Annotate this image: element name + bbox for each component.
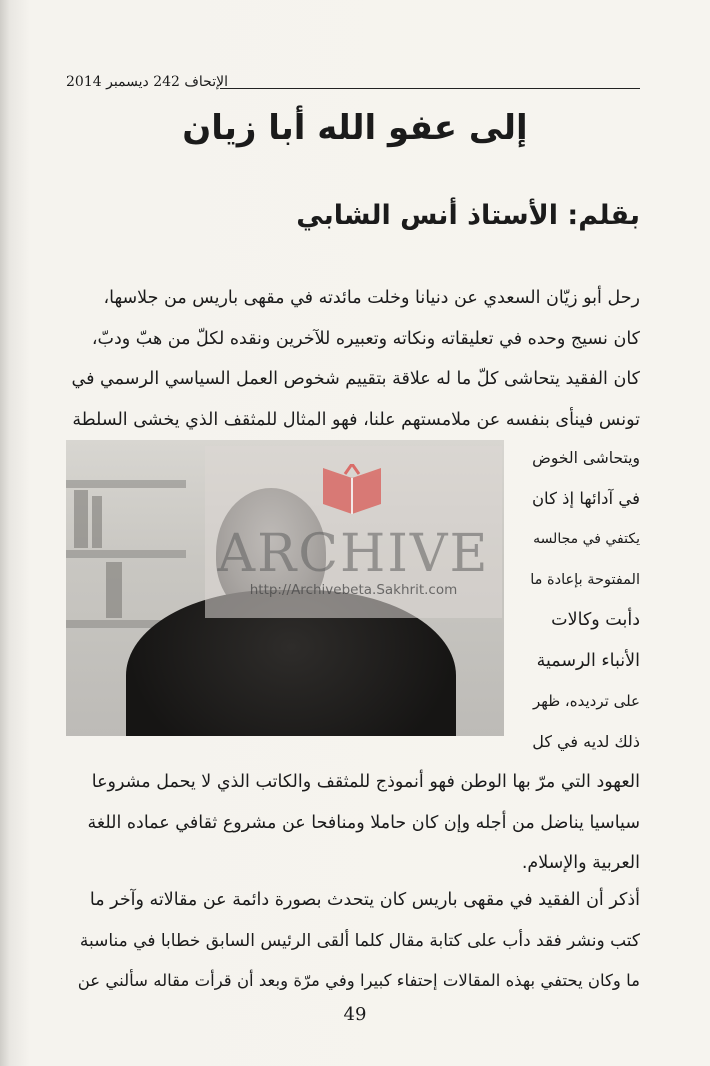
text-line: ما وكان يحتفي بهذه المقالات إحتفاء كبيرا وفي مرّة وبعد أن قرأت مقاله سألني عن xyxy=(77,971,640,990)
running-head-label: الإتحاف 242 ديسمبر 2014 xyxy=(66,74,228,90)
text-line: كان الفقيد يتحاشى كلّ ما له علاقة بتقييم شخوص العمل السياسي الرسمي في xyxy=(71,369,640,389)
text-line: كتب ونشر فقد دأب على كتابة مقال كلما ألقى الرئيس السابق خطابا في مناسبة xyxy=(79,930,640,951)
photo-book xyxy=(74,490,88,548)
photo-book xyxy=(92,496,102,548)
article-byline: بقلم: الأستاذ أنس الشابي xyxy=(296,200,640,231)
text-line: الأنباء الرسمية xyxy=(536,650,640,671)
text-line: في آدائها إذ كان xyxy=(531,488,640,508)
watermark-url: http://Archivebeta.Sakhrit.com xyxy=(249,582,458,598)
paragraph-2 xyxy=(70,880,640,1002)
text-line: المفتوحة بإعادة ما xyxy=(530,571,640,588)
paragraph-1-side-column xyxy=(530,438,640,762)
text-line: كان نسيج وحده في تعليقاته ونكاته وتعبيره للآخرين ونقده لكلّ من هبّ ودبّ، xyxy=(91,328,640,349)
page-number: 49 xyxy=(343,1004,367,1025)
text-line: على ترديده، ظهر xyxy=(533,692,640,710)
text-line: ويتحاشى الخوض xyxy=(532,449,640,467)
running-head xyxy=(66,74,640,94)
paragraph-1-continuation xyxy=(70,762,640,884)
watermark-text: ARCHIVE xyxy=(217,524,490,584)
header-rule xyxy=(220,88,640,89)
photo-shelf xyxy=(66,480,186,488)
text-line: العربية والإسلام. xyxy=(521,853,640,873)
paragraph-1-full-lines xyxy=(70,278,640,440)
text-line: ذلك لديه في كل xyxy=(532,731,640,751)
archive-watermark xyxy=(205,446,502,618)
article-title: إلى عفو الله أبا زيان xyxy=(182,108,528,148)
text-line: العهود التي مرّ بها الوطن فهو أنموذج للمثقف والكاتب الذي لا يحمل مشروعا xyxy=(91,772,640,792)
photo-book xyxy=(106,562,122,618)
text-line: يكتفي في مجالسه xyxy=(533,531,640,547)
photo-shelf xyxy=(66,550,186,558)
text-line: أذكر أن الفقيد في مقهى باريس كان يتحدث بصورة دائمة عن مقالاته وآخر ما xyxy=(89,890,640,910)
text-line: تونس فينأى بنفسه عن ملامستهم علنا، فهو المثال للمثقف الذي يخشى السلطة xyxy=(72,409,640,430)
text-line: دأبت وكالات xyxy=(551,610,640,630)
text-line: رحل أبو زيّان السعدي عن دنيانا وخلت مائدته في مقهى باريس من جلاسها، xyxy=(103,288,640,308)
text-line: سياسيا يناضل من أجله وإن كان حاملا ومنافحا عن مشروع ثقافي عماده اللغة xyxy=(87,812,640,833)
open-book-logo-icon xyxy=(317,464,387,520)
